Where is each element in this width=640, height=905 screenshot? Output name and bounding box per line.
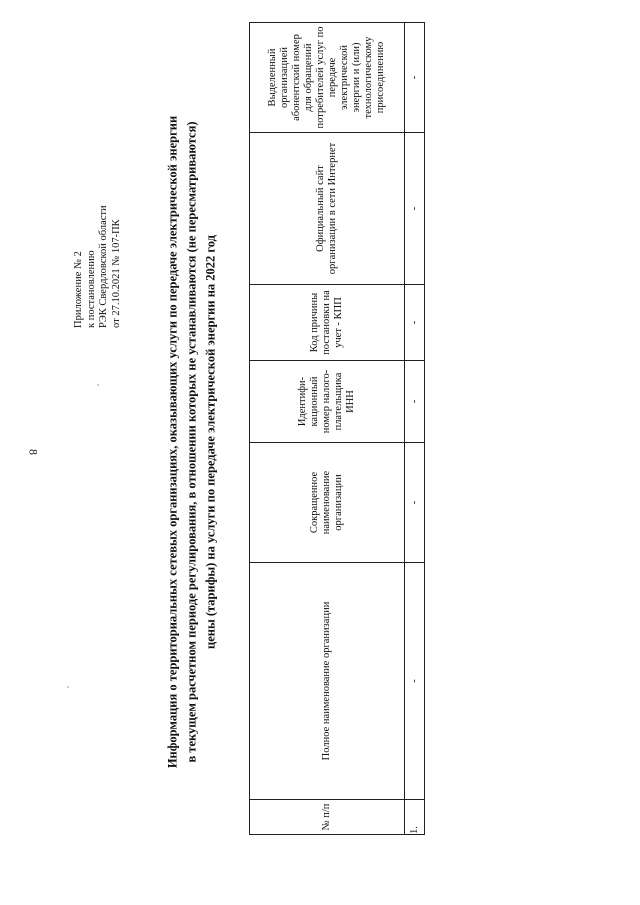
table-cell: -	[405, 443, 425, 563]
scan-speck	[97, 384, 99, 386]
appendix-line: Приложение № 2	[73, 251, 84, 328]
header-cell: Код причины постановки на учет - КПП	[250, 285, 405, 361]
appendix-header	[73, 28, 123, 328]
table-cell: 1.	[405, 800, 425, 835]
header-cell: Выделенный организацией абонентский номер для обращений потребителей услуг по передаче электрической энергии и (или) технологическому присоединению	[250, 23, 405, 133]
table-cell: -	[405, 133, 425, 285]
table-cell: -	[405, 563, 425, 800]
table-cell: -	[405, 361, 425, 443]
header-cell: Сокращенное наименование организации	[250, 443, 405, 563]
header-cell: Идентифи-кационный номер налого-плательщика ИНН	[250, 361, 405, 443]
appendix-line: к постановлению	[85, 250, 97, 328]
scan-speck	[67, 686, 69, 688]
appendix-line: РЭК Свердловской области	[98, 205, 109, 328]
organizations-table	[249, 23, 425, 835]
document-title	[164, 32, 221, 852]
table-cell: -	[405, 23, 425, 133]
page-number: 8	[26, 449, 41, 455]
table-row	[405, 23, 425, 835]
header-cell: Официальный сайт организации в сети Интернет	[250, 133, 405, 285]
table-header-row	[250, 23, 405, 835]
table-cell: -	[405, 285, 425, 361]
appendix-line: от 27.10.2021 № 107-ПК	[110, 219, 122, 328]
title-line: в текущем расчетном периоде регулирования, в отношении которых не устанавливаются (не пересматриваются)	[184, 121, 199, 763]
header-cell: № п/п	[250, 800, 405, 835]
title-line: цены (тарифы) на услуги по передаче электрической энергии на 2022 год	[203, 235, 218, 649]
header-cell: Полное наименование организации	[250, 563, 405, 800]
title-line: Информация о территориальных сетевых организациях, оказывающих услуги по передаче электрической энергии	[165, 115, 180, 769]
